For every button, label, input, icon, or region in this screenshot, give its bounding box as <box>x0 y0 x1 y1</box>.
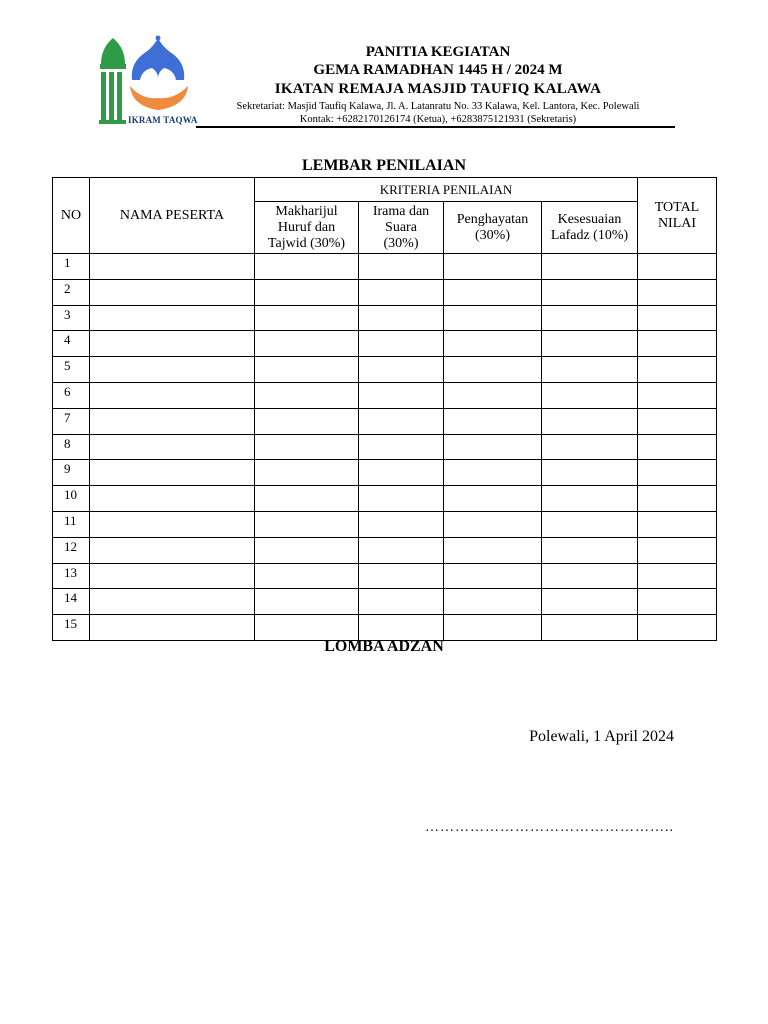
total-score-cell[interactable] <box>638 537 717 563</box>
row-number: 6 <box>53 382 90 408</box>
criteria-header-appreciation <box>444 202 542 254</box>
total-score-cell[interactable] <box>638 408 717 434</box>
minaret-icon <box>99 38 126 124</box>
score-cell-appreciation[interactable] <box>444 382 542 408</box>
score-cell-appreciation[interactable] <box>444 279 542 305</box>
participant-name-cell[interactable] <box>90 563 255 589</box>
score-cell-lafadz[interactable] <box>542 511 638 537</box>
score-cell-voice[interactable] <box>359 254 444 280</box>
header-divider <box>196 126 675 128</box>
score-cell-voice[interactable] <box>359 589 444 615</box>
score-cell-tajwid[interactable] <box>255 408 359 434</box>
signature-line: ………………………………………….. <box>425 820 674 835</box>
participant-name-cell[interactable] <box>90 254 255 280</box>
score-cell-tajwid[interactable] <box>255 486 359 512</box>
score-cell-lafadz[interactable] <box>542 537 638 563</box>
score-cell-voice[interactable] <box>359 563 444 589</box>
participant-name-cell[interactable] <box>90 589 255 615</box>
total-score-cell[interactable] <box>638 511 717 537</box>
column-header-name: NAMA PESERTA <box>90 178 255 254</box>
table-row <box>53 331 717 357</box>
score-cell-tajwid[interactable] <box>255 563 359 589</box>
table-row <box>53 382 717 408</box>
column-header-total <box>638 178 717 254</box>
total-score-cell[interactable] <box>638 434 717 460</box>
participant-name-cell[interactable] <box>90 382 255 408</box>
score-cell-lafadz[interactable] <box>542 563 638 589</box>
criteria-header-voice <box>359 202 444 254</box>
score-cell-voice[interactable] <box>359 486 444 512</box>
score-cell-appreciation[interactable] <box>444 254 542 280</box>
table-row <box>53 408 717 434</box>
score-cell-voice[interactable] <box>359 305 444 331</box>
row-number: 1 <box>53 254 90 280</box>
participant-name-cell[interactable] <box>90 511 255 537</box>
total-label: TOTAL NILAI <box>654 199 700 231</box>
score-cell-lafadz[interactable] <box>542 408 638 434</box>
sheet-title: LEMBAR PENILAIAN <box>301 157 466 174</box>
table-row <box>53 460 717 486</box>
score-cell-tajwid[interactable] <box>255 279 359 305</box>
score-cell-tajwid[interactable] <box>255 615 359 641</box>
total-score-cell[interactable] <box>638 305 717 331</box>
score-cell-tajwid[interactable] <box>255 305 359 331</box>
score-cell-appreciation[interactable] <box>444 563 542 589</box>
score-cell-lafadz[interactable] <box>542 254 638 280</box>
row-number: 15 <box>53 615 90 641</box>
score-cell-lafadz[interactable] <box>542 357 638 383</box>
table-row <box>53 305 717 331</box>
criteria-label: Penghayatan (30%) <box>456 211 529 243</box>
contact-info: Kontak: +6282170126174 (Ketua), +6283875121931 (Sekretaris) <box>299 114 577 125</box>
secretariat-address: Sekretariat: Masjid Taufiq Kalawa, Jl. A. Latanratu No. 33 Kalawa, Kel. Lantora, Kec. Polewali <box>236 101 640 112</box>
score-cell-lafadz[interactable] <box>542 382 638 408</box>
score-cell-appreciation[interactable] <box>444 408 542 434</box>
score-cell-appreciation[interactable] <box>444 331 542 357</box>
table-row <box>53 537 717 563</box>
participant-name-cell[interactable] <box>90 279 255 305</box>
table-row <box>53 589 717 615</box>
total-score-cell[interactable] <box>638 279 717 305</box>
score-cell-voice[interactable] <box>359 511 444 537</box>
score-cell-appreciation[interactable] <box>444 305 542 331</box>
total-score-cell[interactable] <box>638 382 717 408</box>
table-row <box>53 563 717 589</box>
score-cell-tajwid[interactable] <box>255 460 359 486</box>
scoring-table <box>52 177 717 641</box>
score-cell-appreciation[interactable] <box>444 589 542 615</box>
row-number: 11 <box>53 511 90 537</box>
total-score-cell[interactable] <box>638 331 717 357</box>
table-row <box>53 486 717 512</box>
score-cell-tajwid[interactable] <box>255 357 359 383</box>
score-cell-tajwid[interactable] <box>255 537 359 563</box>
place-date: Polewali, 1 April 2024 <box>529 728 674 745</box>
score-cell-tajwid[interactable] <box>255 434 359 460</box>
score-cell-lafadz[interactable] <box>542 486 638 512</box>
score-cell-appreciation[interactable] <box>444 537 542 563</box>
score-cell-voice[interactable] <box>359 357 444 383</box>
score-cell-voice[interactable] <box>359 382 444 408</box>
table-row <box>53 279 717 305</box>
row-number: 5 <box>53 357 90 383</box>
participant-name-cell[interactable] <box>90 460 255 486</box>
score-cell-appreciation[interactable] <box>444 615 542 641</box>
score-cell-tajwid[interactable] <box>255 254 359 280</box>
event-title: GEMA RAMADHAN 1445 H / 2024 M <box>313 62 563 78</box>
participant-name-cell[interactable] <box>90 357 255 383</box>
column-header-no: NO <box>53 178 90 254</box>
score-cell-appreciation[interactable] <box>444 434 542 460</box>
participant-name-cell[interactable] <box>90 305 255 331</box>
score-cell-lafadz[interactable] <box>542 615 638 641</box>
total-score-cell[interactable] <box>638 563 717 589</box>
score-cell-voice[interactable] <box>359 331 444 357</box>
mosque-dome-icon <box>132 36 184 81</box>
score-cell-voice[interactable] <box>359 279 444 305</box>
score-cell-lafadz[interactable] <box>542 305 638 331</box>
participant-name-cell[interactable] <box>90 486 255 512</box>
score-cell-voice[interactable] <box>359 434 444 460</box>
total-score-cell[interactable] <box>638 589 717 615</box>
letterhead <box>196 43 680 126</box>
score-cell-tajwid[interactable] <box>255 331 359 357</box>
event-name: LOMBA ADZAN <box>324 638 444 655</box>
criteria-header-tajwid <box>255 202 359 254</box>
row-number: 9 <box>53 460 90 486</box>
row-number: 2 <box>53 279 90 305</box>
criteria-label: Makharijul Huruf dan Tajwid (30%) <box>267 203 346 251</box>
score-cell-appreciation[interactable] <box>444 357 542 383</box>
organization-name: IKATAN REMAJA MASJID TAUFIQ KALAWA <box>274 81 602 97</box>
row-number: 3 <box>53 305 90 331</box>
table-row <box>53 511 717 537</box>
row-number: 7 <box>53 408 90 434</box>
score-cell-appreciation[interactable] <box>444 511 542 537</box>
table-row <box>53 434 717 460</box>
table-row <box>53 254 717 280</box>
participant-name-cell[interactable] <box>90 408 255 434</box>
score-cell-voice[interactable] <box>359 615 444 641</box>
score-cell-tajwid[interactable] <box>255 382 359 408</box>
criteria-header-lafadz <box>542 202 638 254</box>
score-cell-appreciation[interactable] <box>444 486 542 512</box>
criteria-label: Kesesuaian Lafadz (10%) <box>550 211 629 243</box>
row-number: 14 <box>53 589 90 615</box>
participant-name-cell[interactable] <box>90 331 255 357</box>
score-cell-tajwid[interactable] <box>255 589 359 615</box>
committee-title: PANITIA KEGIATAN <box>365 44 511 60</box>
score-cell-voice[interactable] <box>359 408 444 434</box>
criteria-group-header: KRITERIA PENILAIAN <box>255 178 638 202</box>
score-cell-lafadz[interactable] <box>542 434 638 460</box>
total-score-cell[interactable] <box>638 254 717 280</box>
table-row <box>53 615 717 641</box>
participant-name-cell[interactable] <box>90 537 255 563</box>
open-book-icon <box>130 86 188 110</box>
total-score-cell[interactable] <box>638 460 717 486</box>
table-row <box>53 357 717 383</box>
score-cell-lafadz[interactable] <box>542 279 638 305</box>
score-cell-appreciation[interactable] <box>444 460 542 486</box>
score-cell-lafadz[interactable] <box>542 589 638 615</box>
row-number: 12 <box>53 537 90 563</box>
logo-text: IKRAM TAQWA <box>128 115 198 125</box>
score-cell-lafadz[interactable] <box>542 460 638 486</box>
criteria-label: Irama dan Suara (30%) <box>372 203 430 251</box>
participant-name-cell[interactable] <box>90 434 255 460</box>
row-number: 13 <box>53 563 90 589</box>
score-cell-lafadz[interactable] <box>542 331 638 357</box>
total-score-cell[interactable] <box>638 486 717 512</box>
organization-logo <box>96 34 196 126</box>
total-score-cell[interactable] <box>638 615 717 641</box>
score-cell-tajwid[interactable] <box>255 511 359 537</box>
score-cell-voice[interactable] <box>359 460 444 486</box>
row-number: 8 <box>53 434 90 460</box>
participant-name-cell[interactable] <box>90 615 255 641</box>
row-number: 10 <box>53 486 90 512</box>
row-number: 4 <box>53 331 90 357</box>
score-cell-voice[interactable] <box>359 537 444 563</box>
total-score-cell[interactable] <box>638 357 717 383</box>
